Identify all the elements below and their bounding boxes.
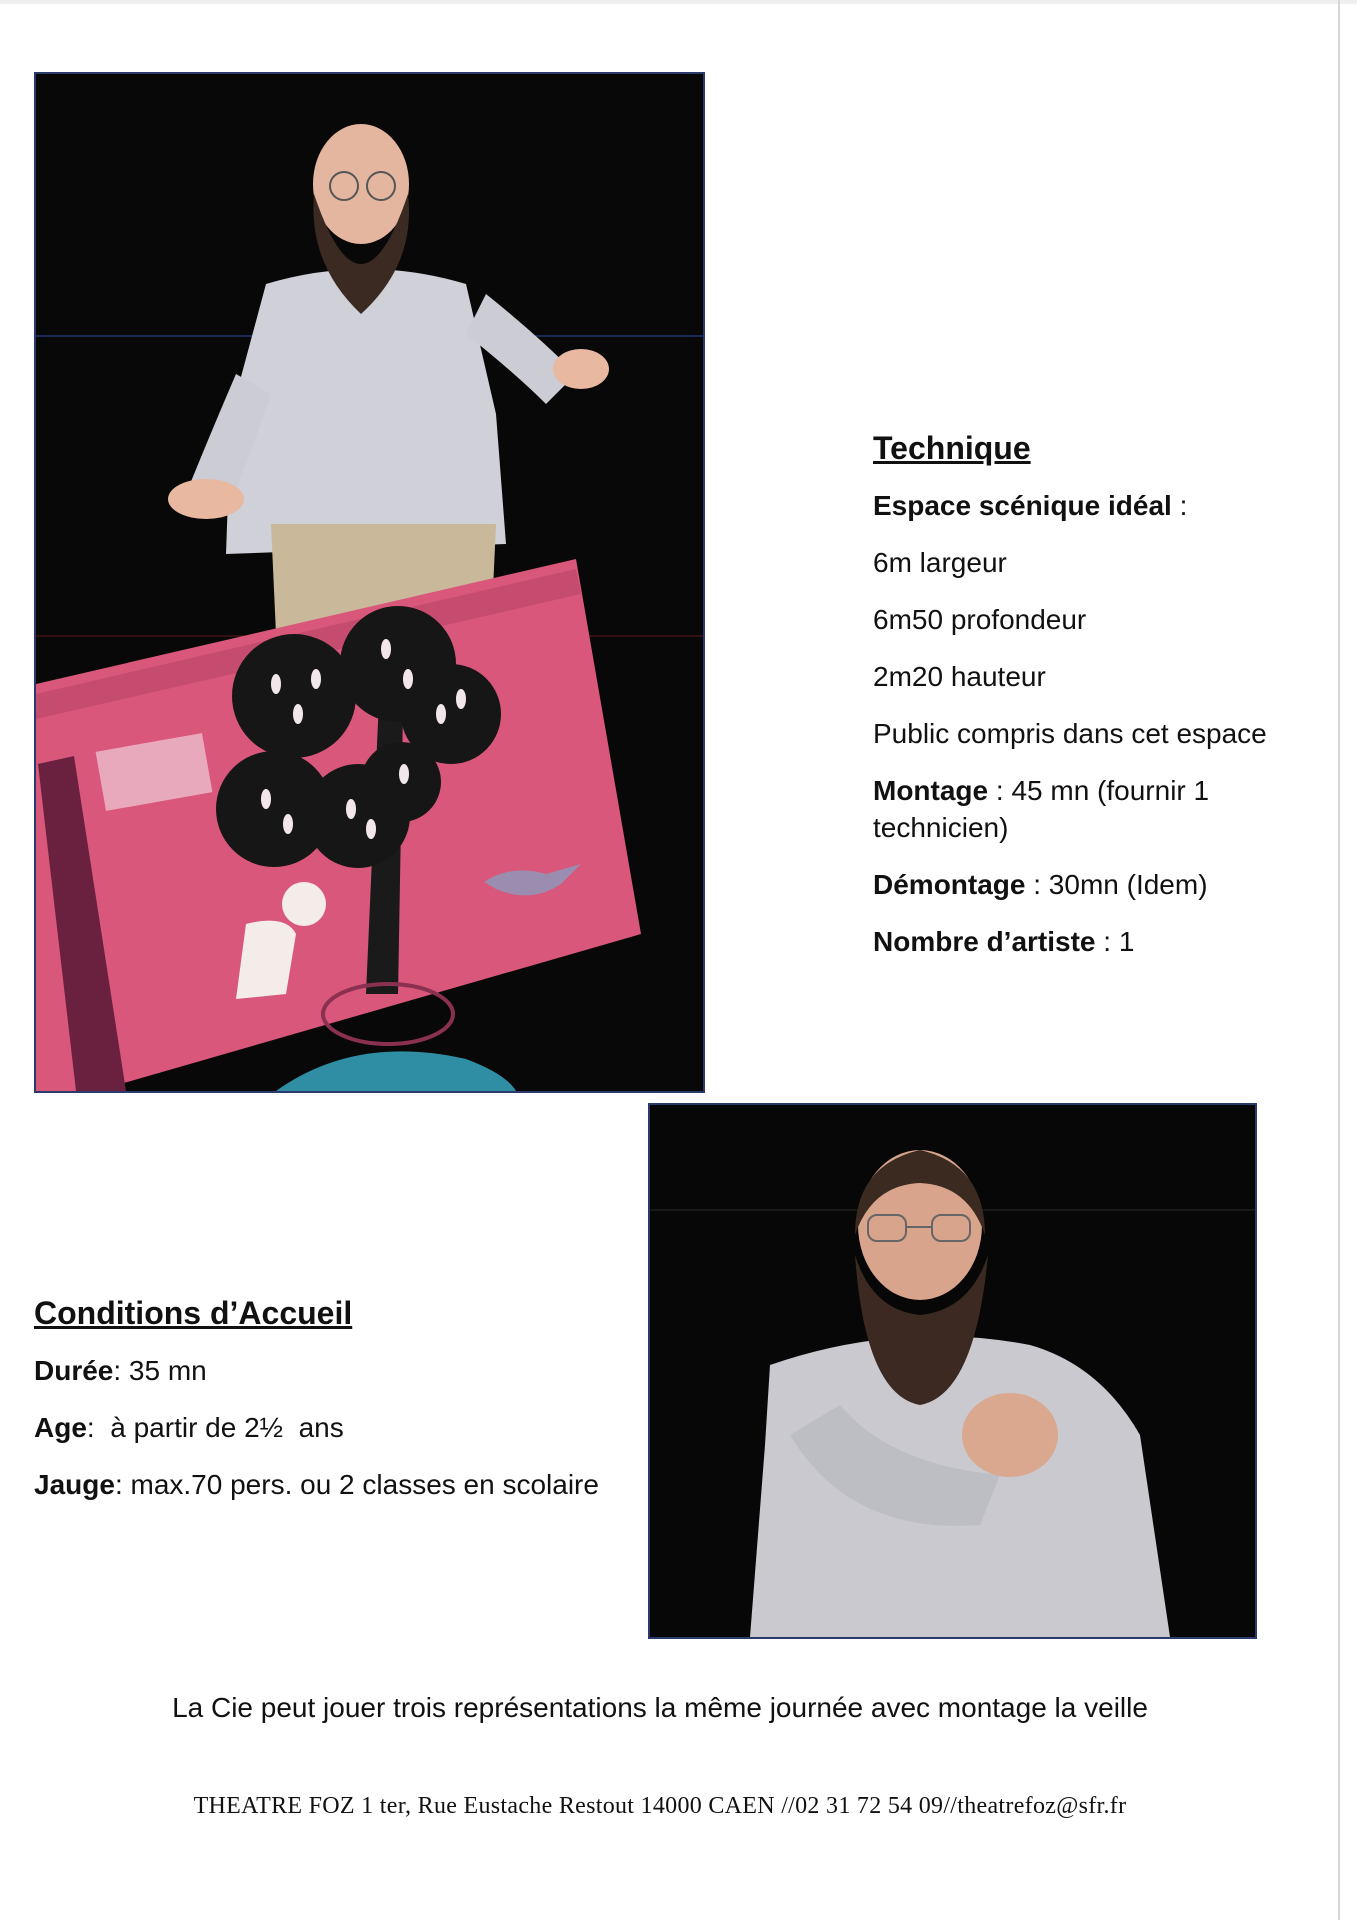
age-line	[34, 1409, 654, 1446]
page-right-edge	[1338, 0, 1340, 1920]
espace-label: Espace scénique idéal	[873, 490, 1172, 521]
montage-label: Montage	[873, 775, 989, 806]
jauge-line	[34, 1466, 654, 1503]
artiste-value: : 1	[1095, 926, 1135, 957]
jauge-label: Jauge	[34, 1469, 115, 1500]
page-top-edge	[0, 0, 1357, 4]
performer-with-book-photo	[34, 72, 705, 1093]
montage-line	[873, 772, 1273, 846]
conditions-heading: Conditions d’Accueil	[34, 1295, 353, 1331]
profondeur-line: 6m50 profondeur	[873, 604, 1087, 635]
performance-note: La Cie peut jouer trois représentations la même journée avec montage la veille	[172, 1692, 1148, 1723]
jauge-value: : max.70 pers. ou 2 classes en scolaire	[114, 1469, 599, 1500]
age-value: : à partir de 2½ ans	[86, 1412, 344, 1443]
artiste-label: Nombre d’artiste	[873, 926, 1096, 957]
duree-label: Durée	[34, 1355, 114, 1386]
technique-section	[873, 430, 1273, 980]
technique-heading: Technique	[873, 430, 1031, 466]
public-line: Public compris dans cet espace	[873, 718, 1267, 749]
demontage-line	[873, 866, 1273, 903]
age-label: Age	[34, 1412, 87, 1443]
demontage-label: Démontage	[873, 869, 1026, 900]
conditions-section	[34, 1295, 654, 1523]
performer-portrait-photo	[648, 1103, 1257, 1639]
contact-footer: THEATRE FOZ 1 ter, Rue Eustache Restout 14000 CAEN //02 31 72 54 09//theatrefoz@sfr.fr	[193, 1793, 1127, 1819]
hauteur-line: 2m20 hauteur	[873, 661, 1046, 692]
largeur-line: 6m largeur	[873, 547, 1007, 578]
duree-value: : 35 mn	[113, 1355, 207, 1386]
duree-line	[34, 1352, 654, 1389]
espace-line	[873, 487, 1273, 524]
montage-value: : 45 mn (fournir 1 technicien)	[873, 775, 1210, 843]
espace-colon: :	[1171, 490, 1188, 521]
artiste-line	[873, 923, 1273, 960]
demontage-value: : 30mn (Idem)	[1025, 869, 1208, 900]
